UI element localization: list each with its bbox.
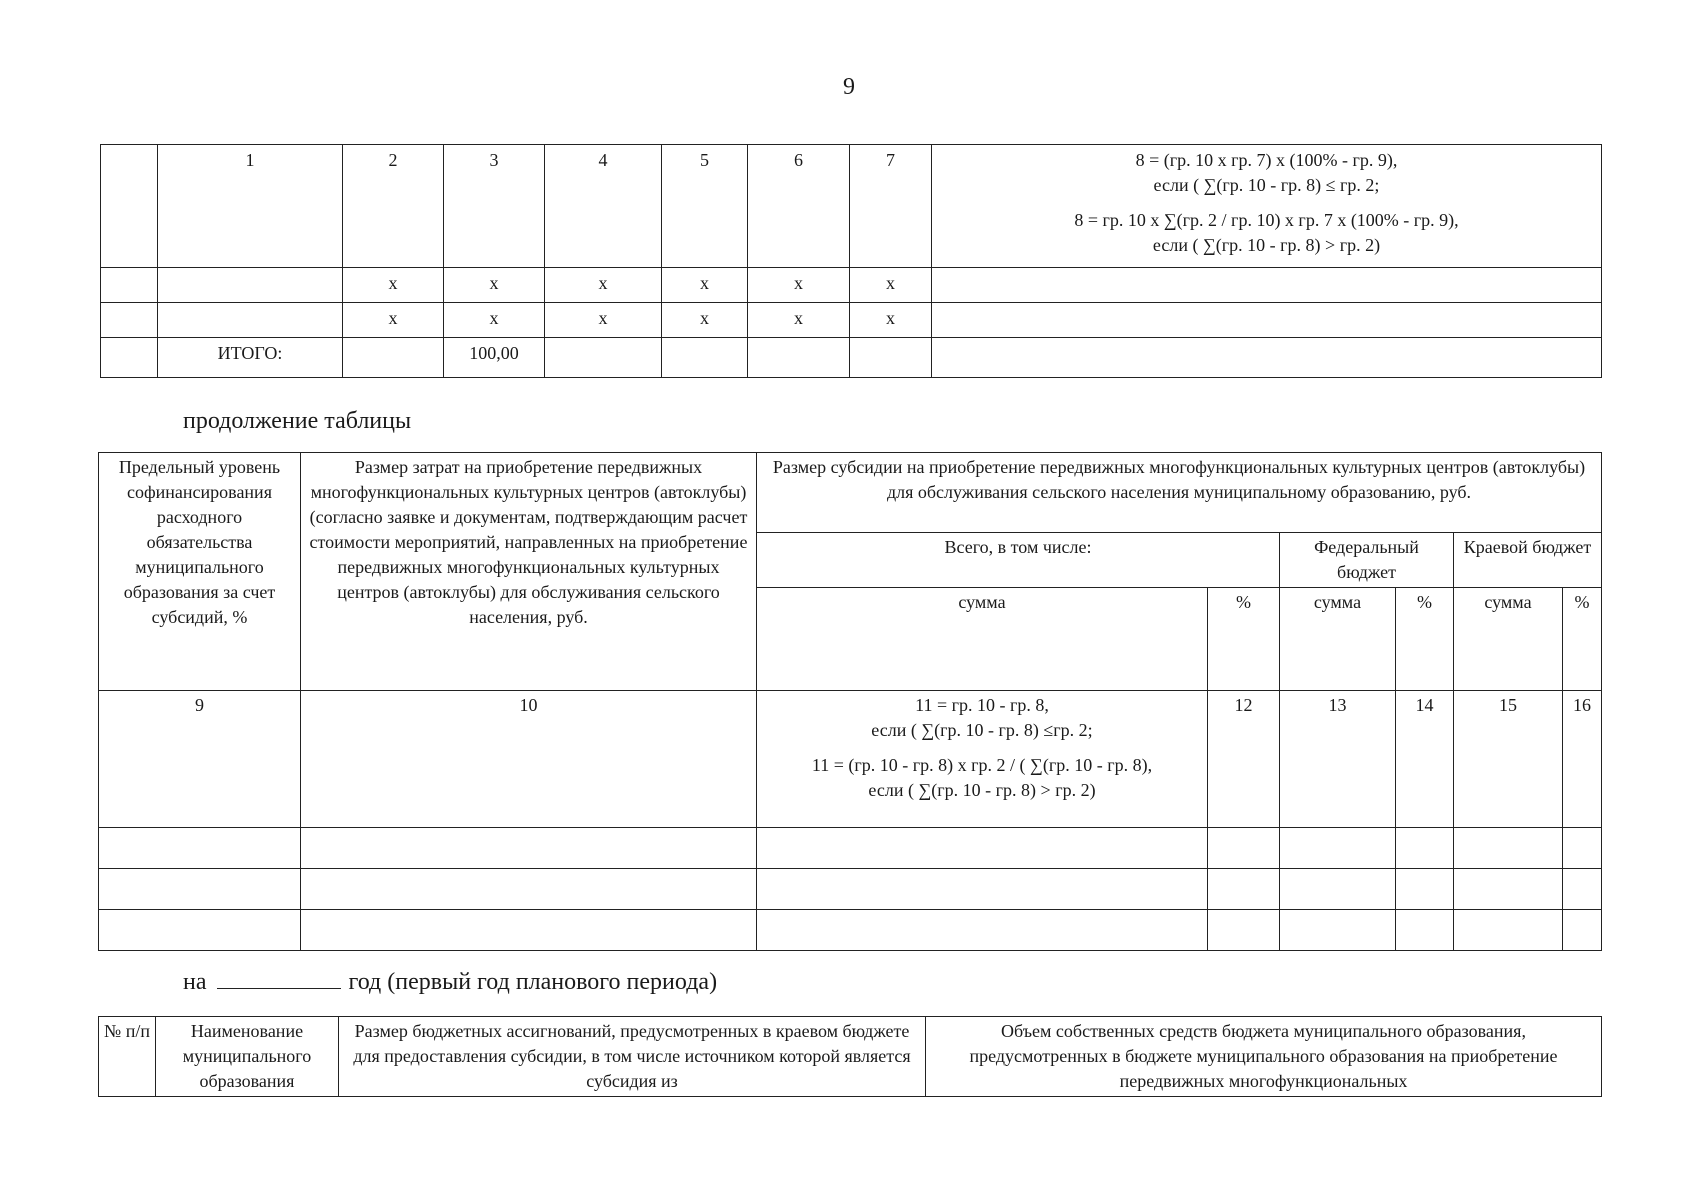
year-blank-line — [217, 968, 341, 989]
col9-title: Предельный уровень софинансирования расходного обязательства муниципального образования за счет субсидий, % — [99, 453, 301, 691]
column-number-row — [99, 691, 1602, 828]
x-mark: х — [545, 268, 662, 303]
col-own-funds: Объем собственных средств бюджета муниципального образования, предусмотренных в бюджете муниципального образования на приобретение передвижных многофункциональных — [926, 1017, 1602, 1097]
year-suffix: год (первый год планового периода) — [348, 969, 718, 995]
total-value: 100,00 — [444, 338, 545, 378]
sum-header: сумма — [1280, 588, 1396, 691]
table-row — [99, 910, 1602, 951]
x-mark: х — [748, 268, 850, 303]
table-part-1 — [100, 144, 1602, 378]
col-number: 9 — [99, 691, 301, 828]
col-number: 13 — [1280, 691, 1396, 828]
federal-budget-header: Федеральный бюджет — [1280, 533, 1454, 588]
x-mark: х — [444, 268, 545, 303]
x-mark: х — [545, 303, 662, 338]
table1-header-cell: 6 — [748, 145, 850, 268]
table1-header-cell: 5 — [662, 145, 748, 268]
year-prefix: на — [183, 969, 207, 995]
col-number: 16 — [1563, 691, 1602, 828]
col-number: 10 — [301, 691, 757, 828]
table1-header-cell-empty — [101, 145, 158, 268]
total-label: ИТОГО: — [158, 338, 343, 378]
table1-header-row — [101, 145, 1602, 268]
percent-header: % — [1563, 588, 1602, 691]
table-row — [101, 303, 1602, 338]
formula-line: если ( ∑(гр. 10 - гр. 8) ≤гр. 2; — [871, 720, 1093, 740]
table1-header-cell: 2 — [343, 145, 444, 268]
formula-line: 11 = (гр. 10 - гр. 8) х гр. 2 / ( ∑(гр. 10 - гр. 8), — [811, 755, 1153, 775]
col-number: 12 — [1208, 691, 1280, 828]
table1-header-cell: 3 — [444, 145, 545, 268]
table1-header-cell: 1 — [158, 145, 343, 268]
year-heading — [183, 968, 717, 996]
x-mark: х — [850, 303, 932, 338]
regional-budget-header: Краевой бюджет — [1454, 533, 1602, 588]
col-number: 15 — [1454, 691, 1563, 828]
col-budget-allocations: Размер бюджетных ассигнований, предусмотренных в краевом бюджете для предоставления субсидии, в том числе источником которой является субсидия из — [339, 1017, 926, 1097]
total-including-header: Всего, в том числе: — [757, 533, 1280, 588]
formula-line: если ( ∑(гр. 10 - гр. 8) > гр. 2) — [1152, 235, 1381, 255]
percent-header: % — [1396, 588, 1454, 691]
table-first-planning-year — [98, 1016, 1602, 1097]
formula-line: 11 = гр. 10 - гр. 8, — [915, 695, 1049, 715]
x-mark: х — [343, 268, 444, 303]
col-number: 14 — [1396, 691, 1454, 828]
table-row — [101, 268, 1602, 303]
formula-line: если ( ∑(гр. 10 - гр. 8) ≤ гр. 2; — [1153, 175, 1380, 195]
total-row — [101, 338, 1602, 378]
sum-header: сумма — [1454, 588, 1563, 691]
x-mark: х — [662, 303, 748, 338]
table1-header-cell: 4 — [545, 145, 662, 268]
x-mark: х — [343, 303, 444, 338]
percent-header: % — [1208, 588, 1280, 691]
x-mark: х — [850, 268, 932, 303]
col10-title: Размер затрат на приобретение передвижных многофункциональных культурных центров (автоклубы) (согласно заявке и документам, подтверждающим расчет стоимости мероприятий, направленных на приобретение передвижных многофункциональных культурных центров (автоклубы) для обслуживания сельского населения, руб. — [301, 453, 757, 691]
x-mark: х — [662, 268, 748, 303]
formula-line: 8 = (гр. 10 х гр. 7) х (100% - гр. 9), — [1135, 150, 1398, 170]
formula-line: если ( ∑(гр. 10 - гр. 8) > гр. 2) — [868, 780, 1096, 800]
table-row — [99, 869, 1602, 910]
x-mark: х — [748, 303, 850, 338]
table-continuation — [98, 452, 1602, 951]
table1-header-cell: 7 — [850, 145, 932, 268]
table-row — [99, 828, 1602, 869]
col-municipality-name: Наименование муниципального образования — [156, 1017, 339, 1097]
subsidy-title: Размер субсидии на приобретение передвижных многофункциональных культурных центров (автоклубы) для обслуживания сельского населения муниципальному образованию, руб. — [757, 453, 1602, 533]
sum-header: сумма — [757, 588, 1208, 691]
col-number-header: № п/п — [99, 1017, 156, 1097]
page-number: 9 — [843, 74, 855, 100]
formula-col-8 — [932, 145, 1602, 268]
formula-col-11 — [757, 691, 1208, 828]
x-mark: х — [444, 303, 545, 338]
continuation-heading: продолжение таблицы — [183, 408, 412, 434]
formula-line: 8 = гр. 10 х ∑(гр. 2 / гр. 10) х гр. 7 х (100% - гр. 9), — [1074, 210, 1459, 230]
